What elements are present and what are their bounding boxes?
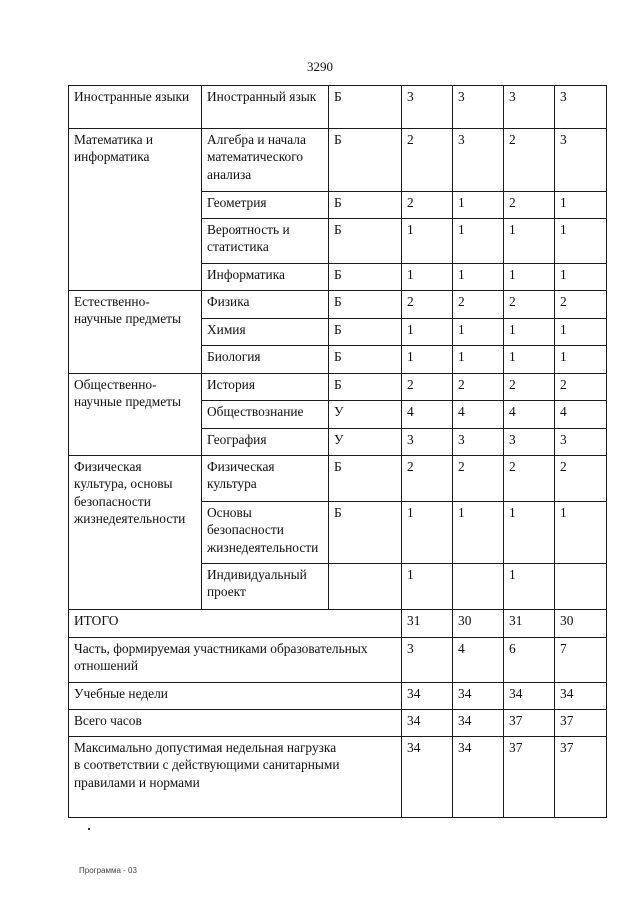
hours-cell: 3 bbox=[555, 86, 607, 129]
hours-cell: 34 bbox=[402, 710, 453, 737]
subject-area-cell: Математика и информатика bbox=[69, 129, 202, 291]
hours-cell: 1 bbox=[453, 192, 504, 219]
level-cell: Б bbox=[329, 346, 402, 374]
hours-cell bbox=[453, 564, 504, 610]
subject-name-cell: Информатика bbox=[202, 264, 329, 291]
subject-area-cell: Иностранные языки bbox=[69, 86, 202, 129]
hours-cell: 2 bbox=[504, 291, 555, 319]
level-cell: У bbox=[329, 429, 402, 456]
hours-cell: 1 bbox=[555, 502, 607, 564]
hours-cell: 4 bbox=[402, 401, 453, 429]
hours-cell bbox=[555, 564, 607, 610]
summary-label: Всего часов bbox=[69, 710, 402, 737]
hours-cell: 3 bbox=[504, 429, 555, 456]
hours-cell: 34 bbox=[402, 737, 453, 818]
hours-cell: 2 bbox=[555, 456, 607, 502]
hours-cell: 34 bbox=[453, 710, 504, 737]
table-row bbox=[69, 456, 607, 502]
subject-area-cell: Общественно-научные предметы bbox=[69, 374, 202, 456]
hours-cell: 34 bbox=[555, 683, 607, 710]
hours-cell: 1 bbox=[453, 319, 504, 346]
total-row bbox=[69, 610, 607, 638]
hours-cell: 34 bbox=[504, 683, 555, 710]
subject-area-cell: Физическая культура, основы безопасности жизнедеятельности bbox=[69, 456, 202, 610]
level-cell: Б bbox=[329, 192, 402, 219]
table-row bbox=[69, 683, 607, 710]
hours-cell: 1 bbox=[555, 192, 607, 219]
hours-cell: 2 bbox=[555, 374, 607, 401]
hours-cell: 1 bbox=[504, 564, 555, 610]
level-cell: У bbox=[329, 401, 402, 429]
subject-name-cell: История bbox=[202, 374, 329, 401]
subject-name-cell: Химия bbox=[202, 319, 329, 346]
level-cell: Б bbox=[329, 219, 402, 264]
hours-cell: 3 bbox=[453, 429, 504, 456]
level-cell: Б bbox=[329, 502, 402, 564]
level-cell: Б bbox=[329, 291, 402, 319]
hours-cell: 1 bbox=[402, 264, 453, 291]
hours-cell: 1 bbox=[504, 502, 555, 564]
table-row bbox=[69, 710, 607, 737]
hours-cell: 37 bbox=[504, 737, 555, 818]
hours-cell: 34 bbox=[402, 683, 453, 710]
level-cell: Б bbox=[329, 374, 402, 401]
level-cell: Б bbox=[329, 86, 402, 129]
hours-cell: 7 bbox=[555, 638, 607, 683]
hours-cell: 2 bbox=[504, 192, 555, 219]
page-number: 3290 bbox=[307, 59, 333, 74]
hours-cell: 1 bbox=[504, 346, 555, 374]
hours-cell: 2 bbox=[504, 374, 555, 401]
hours-cell: 3 bbox=[453, 86, 504, 129]
table-row bbox=[69, 129, 607, 192]
hours-cell: 2 bbox=[402, 129, 453, 192]
subject-name-cell: Индивидуальный проект bbox=[202, 564, 329, 610]
hours-cell: 1 bbox=[402, 219, 453, 264]
subject-name-cell: Алгебра и начала математического анализа bbox=[202, 129, 329, 192]
subject-name-cell: Иностранный язык bbox=[202, 86, 329, 129]
hours-cell: 3 bbox=[504, 86, 555, 129]
summary-label: Часть, формируемая участниками образовательных отношений bbox=[69, 638, 402, 683]
hours-cell: 4 bbox=[504, 401, 555, 429]
hours-cell: 34 bbox=[453, 737, 504, 818]
hours-cell: 1 bbox=[555, 219, 607, 264]
hours-cell: 37 bbox=[504, 710, 555, 737]
hours-cell: 1 bbox=[402, 502, 453, 564]
hours-cell: 2 bbox=[453, 456, 504, 502]
hours-cell: 2 bbox=[453, 291, 504, 319]
summary-label: Учебные недели bbox=[69, 683, 402, 710]
summary-label: Максимально допустимая недельная нагрузка в соответствии с действующими санитарными правилами и нормами bbox=[69, 737, 402, 818]
level-cell: Б bbox=[329, 129, 402, 192]
hours-cell: 2 bbox=[504, 129, 555, 192]
hours-cell: 3 bbox=[453, 129, 504, 192]
hours-cell: 3 bbox=[555, 129, 607, 192]
subject-name-cell: Обществознание bbox=[202, 401, 329, 429]
hours-cell: 3 bbox=[402, 638, 453, 683]
subject-name-cell: Вероятность и статистика bbox=[202, 219, 329, 264]
hours-cell: 1 bbox=[504, 219, 555, 264]
hours-cell: 2 bbox=[453, 374, 504, 401]
subject-name-cell: География bbox=[202, 429, 329, 456]
footer-note: Программа - 03 bbox=[79, 866, 137, 875]
hours-cell: 4 bbox=[453, 638, 504, 683]
table-row bbox=[69, 374, 607, 401]
table-row bbox=[69, 638, 607, 683]
curriculum-table bbox=[68, 85, 607, 818]
hours-cell: 2 bbox=[402, 374, 453, 401]
subject-name-cell: Биология bbox=[202, 346, 329, 374]
hours-cell: 37 bbox=[555, 710, 607, 737]
level-cell bbox=[329, 564, 402, 610]
hours-cell: 2 bbox=[402, 192, 453, 219]
level-cell: Б bbox=[329, 456, 402, 502]
hours-cell: 31 bbox=[402, 610, 453, 638]
hours-cell: 4 bbox=[453, 401, 504, 429]
level-cell: Б bbox=[329, 264, 402, 291]
hours-cell: 4 bbox=[555, 401, 607, 429]
subject-name-cell: Физика bbox=[202, 291, 329, 319]
hours-cell: 1 bbox=[555, 346, 607, 374]
subject-area-cell: Естественно-научные предметы bbox=[69, 291, 202, 374]
table-row bbox=[69, 291, 607, 319]
hours-cell: 3 bbox=[555, 429, 607, 456]
hours-cell: 2 bbox=[402, 291, 453, 319]
hours-cell: 3 bbox=[402, 429, 453, 456]
hours-cell: 1 bbox=[555, 264, 607, 291]
hours-cell: 6 bbox=[504, 638, 555, 683]
level-cell: Б bbox=[329, 319, 402, 346]
hours-cell: 1 bbox=[453, 502, 504, 564]
table-row bbox=[69, 737, 607, 818]
hours-cell: 1 bbox=[402, 346, 453, 374]
hours-cell: 2 bbox=[402, 456, 453, 502]
hours-cell: 1 bbox=[453, 264, 504, 291]
hours-cell: 1 bbox=[453, 219, 504, 264]
hours-cell: 1 bbox=[453, 346, 504, 374]
hours-cell: 1 bbox=[504, 264, 555, 291]
table-row bbox=[69, 86, 607, 129]
hours-cell: 1 bbox=[555, 319, 607, 346]
hours-cell: 31 bbox=[504, 610, 555, 638]
hours-cell: 3 bbox=[402, 86, 453, 129]
hours-cell: 30 bbox=[555, 610, 607, 638]
subject-name-cell: Физическая культура bbox=[202, 456, 329, 502]
hours-cell: 1 bbox=[402, 319, 453, 346]
hours-cell: 34 bbox=[453, 683, 504, 710]
subject-name-cell: Основы безопасности жизнедеятельности bbox=[202, 502, 329, 564]
scan-speck bbox=[88, 828, 90, 830]
hours-cell: 30 bbox=[453, 610, 504, 638]
subject-name-cell: Геометрия bbox=[202, 192, 329, 219]
hours-cell: 2 bbox=[504, 456, 555, 502]
total-label: ИТОГО bbox=[69, 610, 402, 638]
hours-cell: 2 bbox=[555, 291, 607, 319]
hours-cell: 1 bbox=[504, 319, 555, 346]
hours-cell: 37 bbox=[555, 737, 607, 818]
hours-cell: 1 bbox=[402, 564, 453, 610]
